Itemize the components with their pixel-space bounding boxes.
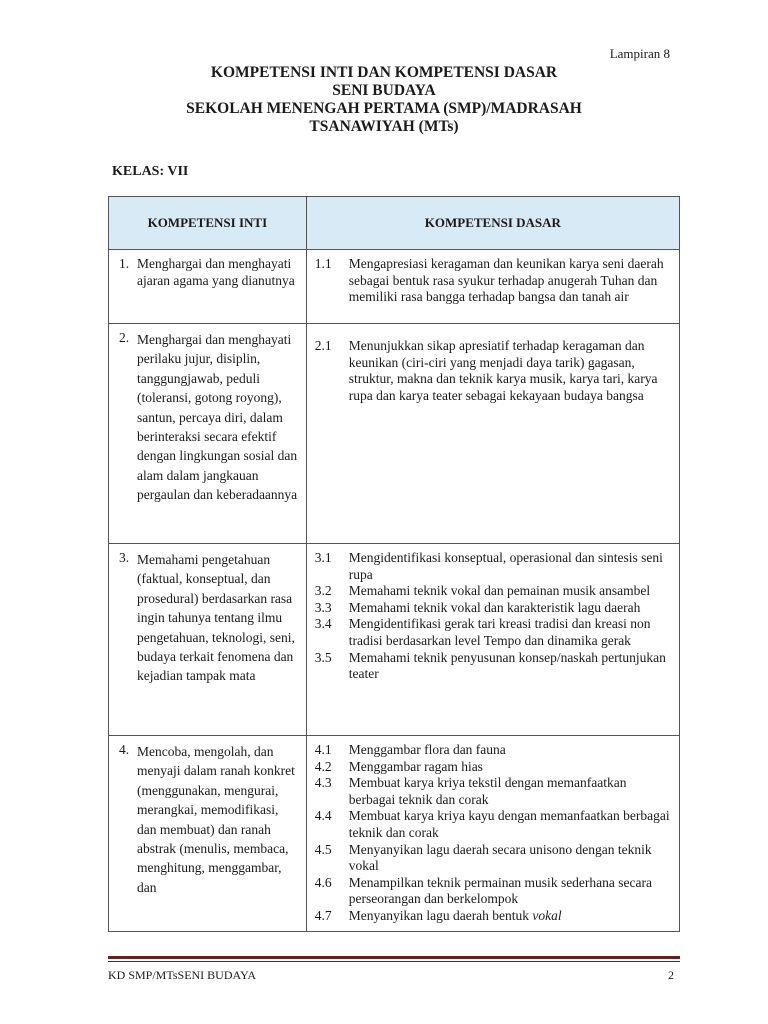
kd-text: Mengidentifikasi konseptual, operasional dan sintesis seni rupa (348, 550, 663, 582)
kd-item (315, 583, 671, 600)
kd-item (315, 650, 671, 683)
kd-text: Membuat karya kriya tekstil dengan memanfaatkan berbagai teknik dan corak (348, 775, 627, 807)
title-line-3: SEKOLAH MENENGAH PERTAMA (SMP)/MADRASAH (186, 100, 582, 117)
ki-text: Memahami pengetahuan (faktual, konseptual, dan prosedural) berdasarkan rasa ingin tahunya tentang ilmu pengetahuan, teknologi, seni, budaya terkait fenomena dan kejadian tampak mata (137, 552, 295, 684)
kd-text: Menggambar ragam hias (348, 758, 483, 774)
kd-number: 4.7 (314, 907, 332, 923)
ki-text: Mencoba, mengolah, dan menyaji dalam ranah konkret (menggunakan, mengurai, merangkai, memodifikasi, dan membuat) dan ranah abstrak (menulis, membaca, menghitung, menggambar, dan (137, 744, 295, 895)
table-header-row (109, 197, 680, 250)
kd-cell (306, 544, 679, 736)
title-line-2: SENI BUDAYA (332, 82, 436, 99)
kd-item (315, 875, 671, 908)
kd-text-main: Menyanyikan lagu daerah bentuk (348, 907, 533, 923)
kd-item (315, 908, 671, 925)
kd-number: 3.4 (314, 616, 332, 632)
kd-number: 1.1 (314, 256, 332, 271)
ki-number: 3. (119, 550, 130, 565)
ki-text: Menghargai dan menghayati perilaku jujur, disiplin, tanggungjawab, peduli (toleransi, gotong royong), santun, percaya diri, dalam berinteraksi secara efektif dengan lingkungan sosial dan alam dalam jangkauan pergaulan dan keberadaannya (137, 332, 298, 503)
kd-item (315, 338, 671, 404)
kd-number: 4.3 (314, 775, 332, 791)
kd-item (315, 842, 671, 875)
header-kompetensi-inti: KOMPETENSI INTI (109, 197, 307, 250)
footer-divider-thin (108, 961, 680, 962)
table-row (109, 544, 680, 736)
ki-cell (109, 736, 307, 932)
kd-item (315, 759, 671, 776)
ki-text: Menghargai dan menghayati ajaran agama yang dianutnya (137, 256, 295, 288)
ki-number: 1. (119, 256, 130, 271)
table-row (109, 736, 680, 932)
kd-text: Menyanyikan lagu daerah secara unisono dengan teknik vokal (348, 841, 652, 874)
table-row (109, 250, 680, 324)
kd-item (315, 600, 671, 617)
kd-item (315, 775, 671, 808)
kd-text: Menggambar flora dan fauna (348, 742, 506, 757)
page-number: 2 (668, 968, 674, 982)
kd-number: 2.1 (314, 338, 332, 353)
kd-item (315, 742, 671, 759)
kd-text: Menunjukkan sikap apresiatif terhadap keragaman dan keunikan (ciri-ciri yang menjadi daya tarik) gagasan, struktur, makna dan teknik karya musik, karya tari, karya rupa dan karya teater sebagai kekayaan budaya bangsa (348, 338, 658, 403)
kd-text: Membuat karya kriya kayu dengan memanfaatkan berbagai teknik dan corak (348, 808, 670, 840)
kd-item (315, 616, 671, 649)
kd-number: 4.1 (314, 742, 332, 757)
appendix-label: Lampiran 8 (609, 46, 670, 61)
kd-number: 4.5 (314, 841, 332, 857)
table-row (109, 324, 680, 544)
kd-text (349, 908, 671, 925)
kd-cell (306, 250, 679, 324)
title-line-4: TSANAWIYAH (MTs) (309, 118, 459, 135)
footer-divider-thick (108, 956, 680, 959)
footer-doc-label: KD SMP/MTsSENI BUDAYA (108, 968, 257, 982)
kd-number: 3.2 (314, 583, 332, 599)
kd-text: Memahami teknik penyusunan konsep/naskah pertunjukan teater (348, 649, 666, 682)
kd-item (315, 256, 671, 306)
ki-number: 4. (119, 742, 130, 757)
kd-number: 3.1 (314, 550, 332, 565)
kd-item (315, 808, 671, 841)
kd-text: Menampilkan teknik permainan musik sederhana secara perseorangan dan berkelompok (348, 874, 652, 907)
kd-cell (306, 324, 679, 544)
kd-text-italic: vokal (532, 907, 562, 923)
kd-number: 3.3 (314, 599, 332, 615)
ki-number: 2. (119, 330, 130, 345)
kd-text: Mengapresiasi keragaman dan keunikan karya seni daerah sebagai bentuk rasa syukur terhadap anugerah Tuhan dan memiliki rasa bangga terhadap bangsa dan tanah air (348, 256, 664, 305)
ki-cell (109, 324, 307, 544)
kd-number: 4.4 (314, 808, 332, 824)
kd-number: 3.5 (314, 649, 332, 665)
title-line-1: KOMPETENSI INTI DAN KOMPETENSI DASAR (210, 64, 558, 81)
class-label: KELAS: VII (112, 164, 189, 179)
kd-cell (306, 736, 679, 932)
kd-number: 4.2 (314, 758, 332, 774)
document-title (0, 64, 768, 136)
kd-item (315, 550, 671, 583)
kd-text: Memahami teknik vokal dan pemainan musik ansambel (348, 583, 651, 599)
kd-number: 4.6 (314, 874, 332, 890)
ki-cell (109, 250, 307, 324)
kd-text: Mengidentifikasi gerak tari kreasi tradisi dan kreasi non tradisi berdasarkan level Tempo dan dinamika gerak (348, 616, 651, 648)
header-kompetensi-dasar: KOMPETENSI DASAR (306, 197, 679, 250)
competency-table (108, 196, 680, 932)
kd-text: Memahami teknik vokal dan karakteristik lagu daerah (348, 599, 641, 615)
ki-cell (109, 544, 307, 736)
